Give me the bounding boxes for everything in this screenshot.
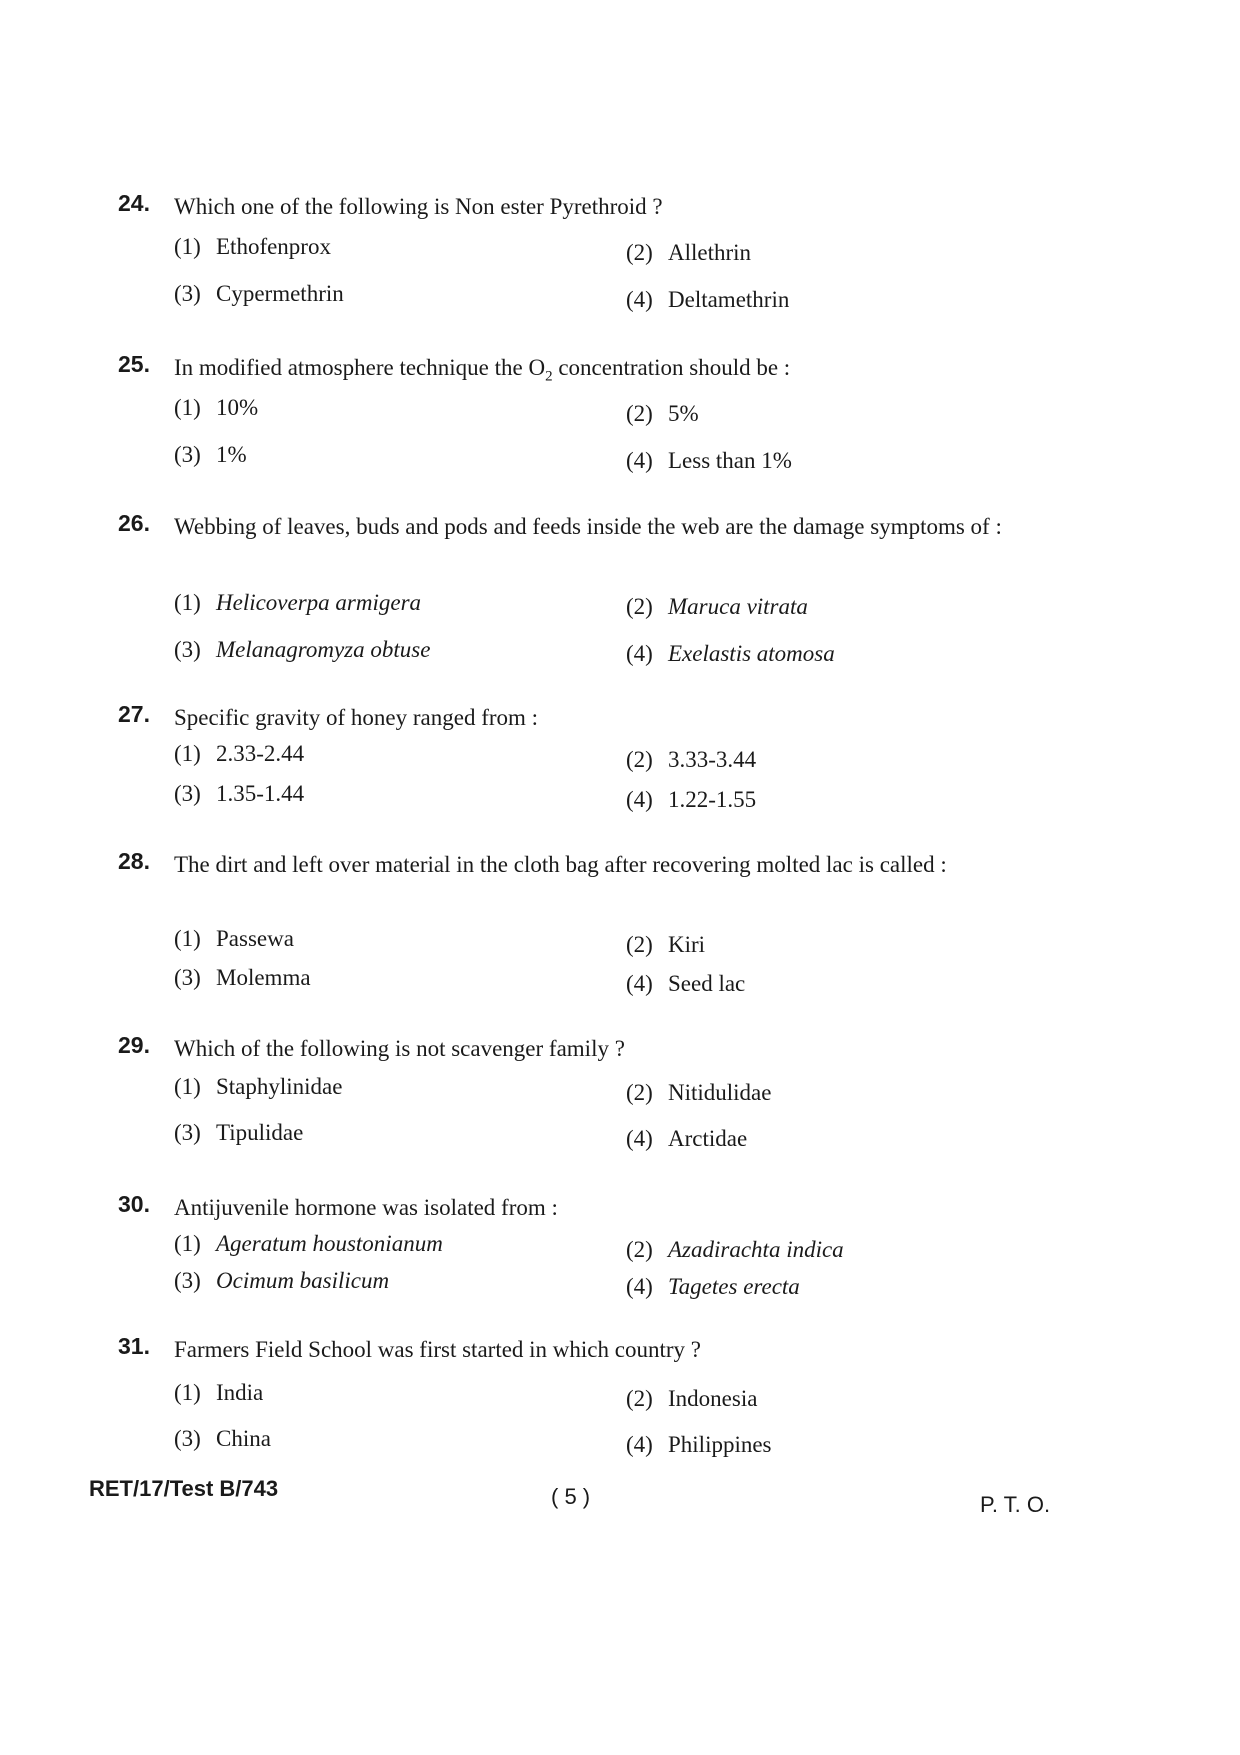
option-4 <box>626 785 756 815</box>
option-number: (2) <box>626 1386 653 1411</box>
option-number: (3) <box>174 965 201 990</box>
question-text <box>174 351 1084 394</box>
option-text: Tagetes erecta <box>668 1274 800 1299</box>
option-4 <box>626 969 745 999</box>
option-text: Ageratum houstonianum <box>216 1231 443 1256</box>
option-number: (3) <box>174 637 201 662</box>
option-number: (1) <box>174 741 201 766</box>
option-text: Allethrin <box>668 240 752 265</box>
option-4 <box>626 1272 800 1302</box>
option-text: Molemma <box>216 965 311 990</box>
option-text: 1.22-1.55 <box>668 787 757 812</box>
question-text: Specific gravity of honey ranged from : <box>174 705 539 730</box>
option-text: Deltamethrin <box>668 287 790 312</box>
option-text: Kiri <box>668 932 706 957</box>
option-number: (4) <box>626 1126 653 1151</box>
option-text: Ethofenprox <box>216 234 331 259</box>
option-3 <box>174 1118 303 1148</box>
question-text: Which one of the following is Non ester Pyrethroid ? <box>174 194 663 219</box>
question-text: Which of the following is not scavenger family ? <box>174 1036 625 1061</box>
option-2 <box>626 1235 844 1265</box>
option-1 <box>174 588 421 618</box>
option-number: (4) <box>626 971 653 996</box>
option-4 <box>626 639 835 669</box>
option-number: (1) <box>174 1380 201 1405</box>
option-number: (2) <box>626 747 653 772</box>
option-number: (4) <box>626 1432 653 1457</box>
option-text: Indonesia <box>668 1386 758 1411</box>
option-3 <box>174 1266 389 1296</box>
question-number: 28. <box>118 848 150 874</box>
option-number: (3) <box>174 1426 201 1451</box>
option-number: (4) <box>626 448 653 473</box>
option-text: Staphylinidae <box>216 1074 343 1099</box>
option-1 <box>174 1378 263 1408</box>
option-number: (2) <box>626 594 653 619</box>
option-text: Melanagromyza obtuse <box>216 637 431 662</box>
option-text: Arctidae <box>668 1126 748 1151</box>
option-number: (1) <box>174 395 201 420</box>
page-number: ( 5 ) <box>551 1484 591 1509</box>
option-text: India <box>216 1380 264 1405</box>
option-text: 3.33-3.44 <box>668 747 757 772</box>
please-turn-over: P. T. O. <box>980 1492 1051 1517</box>
option-4 <box>626 285 789 315</box>
option-text: Passewa <box>216 926 294 951</box>
option-number: (1) <box>174 234 201 259</box>
option-text: 5% <box>668 401 699 426</box>
option-text: Helicoverpa armigera <box>216 590 422 615</box>
option-text: Seed lac <box>668 971 746 996</box>
option-1 <box>174 393 258 423</box>
question-number: 25. <box>118 351 150 377</box>
option-2 <box>626 399 699 429</box>
option-number: (2) <box>626 1080 653 1105</box>
option-2 <box>626 745 756 775</box>
option-text: 10% <box>216 395 259 420</box>
option-text: Azadirachta indica <box>668 1237 844 1262</box>
option-number: (4) <box>626 787 653 812</box>
option-text: 1% <box>216 442 247 467</box>
question-number: 31. <box>118 1333 150 1359</box>
option-4 <box>626 446 792 476</box>
question-number: 30. <box>118 1191 150 1217</box>
option-text: Exelastis atomosa <box>668 641 835 666</box>
option-text: Maruca vitrata <box>668 594 808 619</box>
option-number: (2) <box>626 401 653 426</box>
option-number: (4) <box>626 287 653 312</box>
question-text: Webbing of leaves, buds and pods and feeds inside the web are the damage symptoms of : <box>174 514 1002 539</box>
option-text: China <box>216 1426 271 1451</box>
option-3 <box>174 279 344 309</box>
option-number: (3) <box>174 1120 201 1145</box>
question-number: 24. <box>118 190 150 216</box>
option-number: (1) <box>174 590 201 615</box>
option-2 <box>626 1078 771 1108</box>
option-3 <box>174 440 247 470</box>
option-1 <box>174 739 304 769</box>
option-2 <box>626 592 808 622</box>
option-3 <box>174 1424 271 1454</box>
option-2 <box>626 1384 757 1414</box>
option-number: (3) <box>174 1268 201 1293</box>
option-4 <box>626 1124 747 1154</box>
question-number: 26. <box>118 510 150 536</box>
question-text-end: concentration should be : <box>552 355 791 380</box>
option-3 <box>174 635 430 665</box>
option-number: (2) <box>626 1237 653 1262</box>
option-3 <box>174 779 304 809</box>
question-text: The dirt and left over material in the cloth bag after recovering molted lac is called : <box>174 852 947 877</box>
question-text: Farmers Field School was first started in which country ? <box>174 1337 701 1362</box>
option-3 <box>174 963 311 993</box>
option-text: Philippines <box>668 1432 772 1457</box>
option-text: 1.35-1.44 <box>216 781 305 806</box>
option-number: (1) <box>174 926 201 951</box>
option-4 <box>626 1430 772 1460</box>
option-number: (3) <box>174 442 201 467</box>
option-text: Ocimum basilicum <box>216 1268 390 1293</box>
option-number: (2) <box>626 932 653 957</box>
option-number: (4) <box>626 641 653 666</box>
option-1 <box>174 924 294 954</box>
option-number: (3) <box>174 781 201 806</box>
option-text: 2.33-2.44 <box>216 741 305 766</box>
question-text: Antijuvenile hormone was isolated from : <box>174 1195 558 1220</box>
option-text: Tipulidae <box>216 1120 304 1145</box>
option-text: Less than 1% <box>668 448 792 473</box>
option-1 <box>174 232 331 262</box>
option-number: (2) <box>626 240 653 265</box>
option-1 <box>174 1229 443 1259</box>
option-2 <box>626 238 751 268</box>
option-number: (1) <box>174 1074 201 1099</box>
question-number: 29. <box>118 1032 150 1058</box>
option-2 <box>626 930 705 960</box>
option-text: Cypermethrin <box>216 281 344 306</box>
question-number: 27. <box>118 701 150 727</box>
subscript: 2 <box>545 368 553 385</box>
option-number: (1) <box>174 1231 201 1256</box>
option-text: Nitidulidae <box>668 1080 772 1105</box>
question-text-start: In modified atmosphere technique the O <box>174 355 546 380</box>
test-code: RET/17/Test B/743 <box>89 1476 279 1501</box>
option-number: (4) <box>626 1274 653 1299</box>
option-1 <box>174 1072 342 1102</box>
option-number: (3) <box>174 281 201 306</box>
